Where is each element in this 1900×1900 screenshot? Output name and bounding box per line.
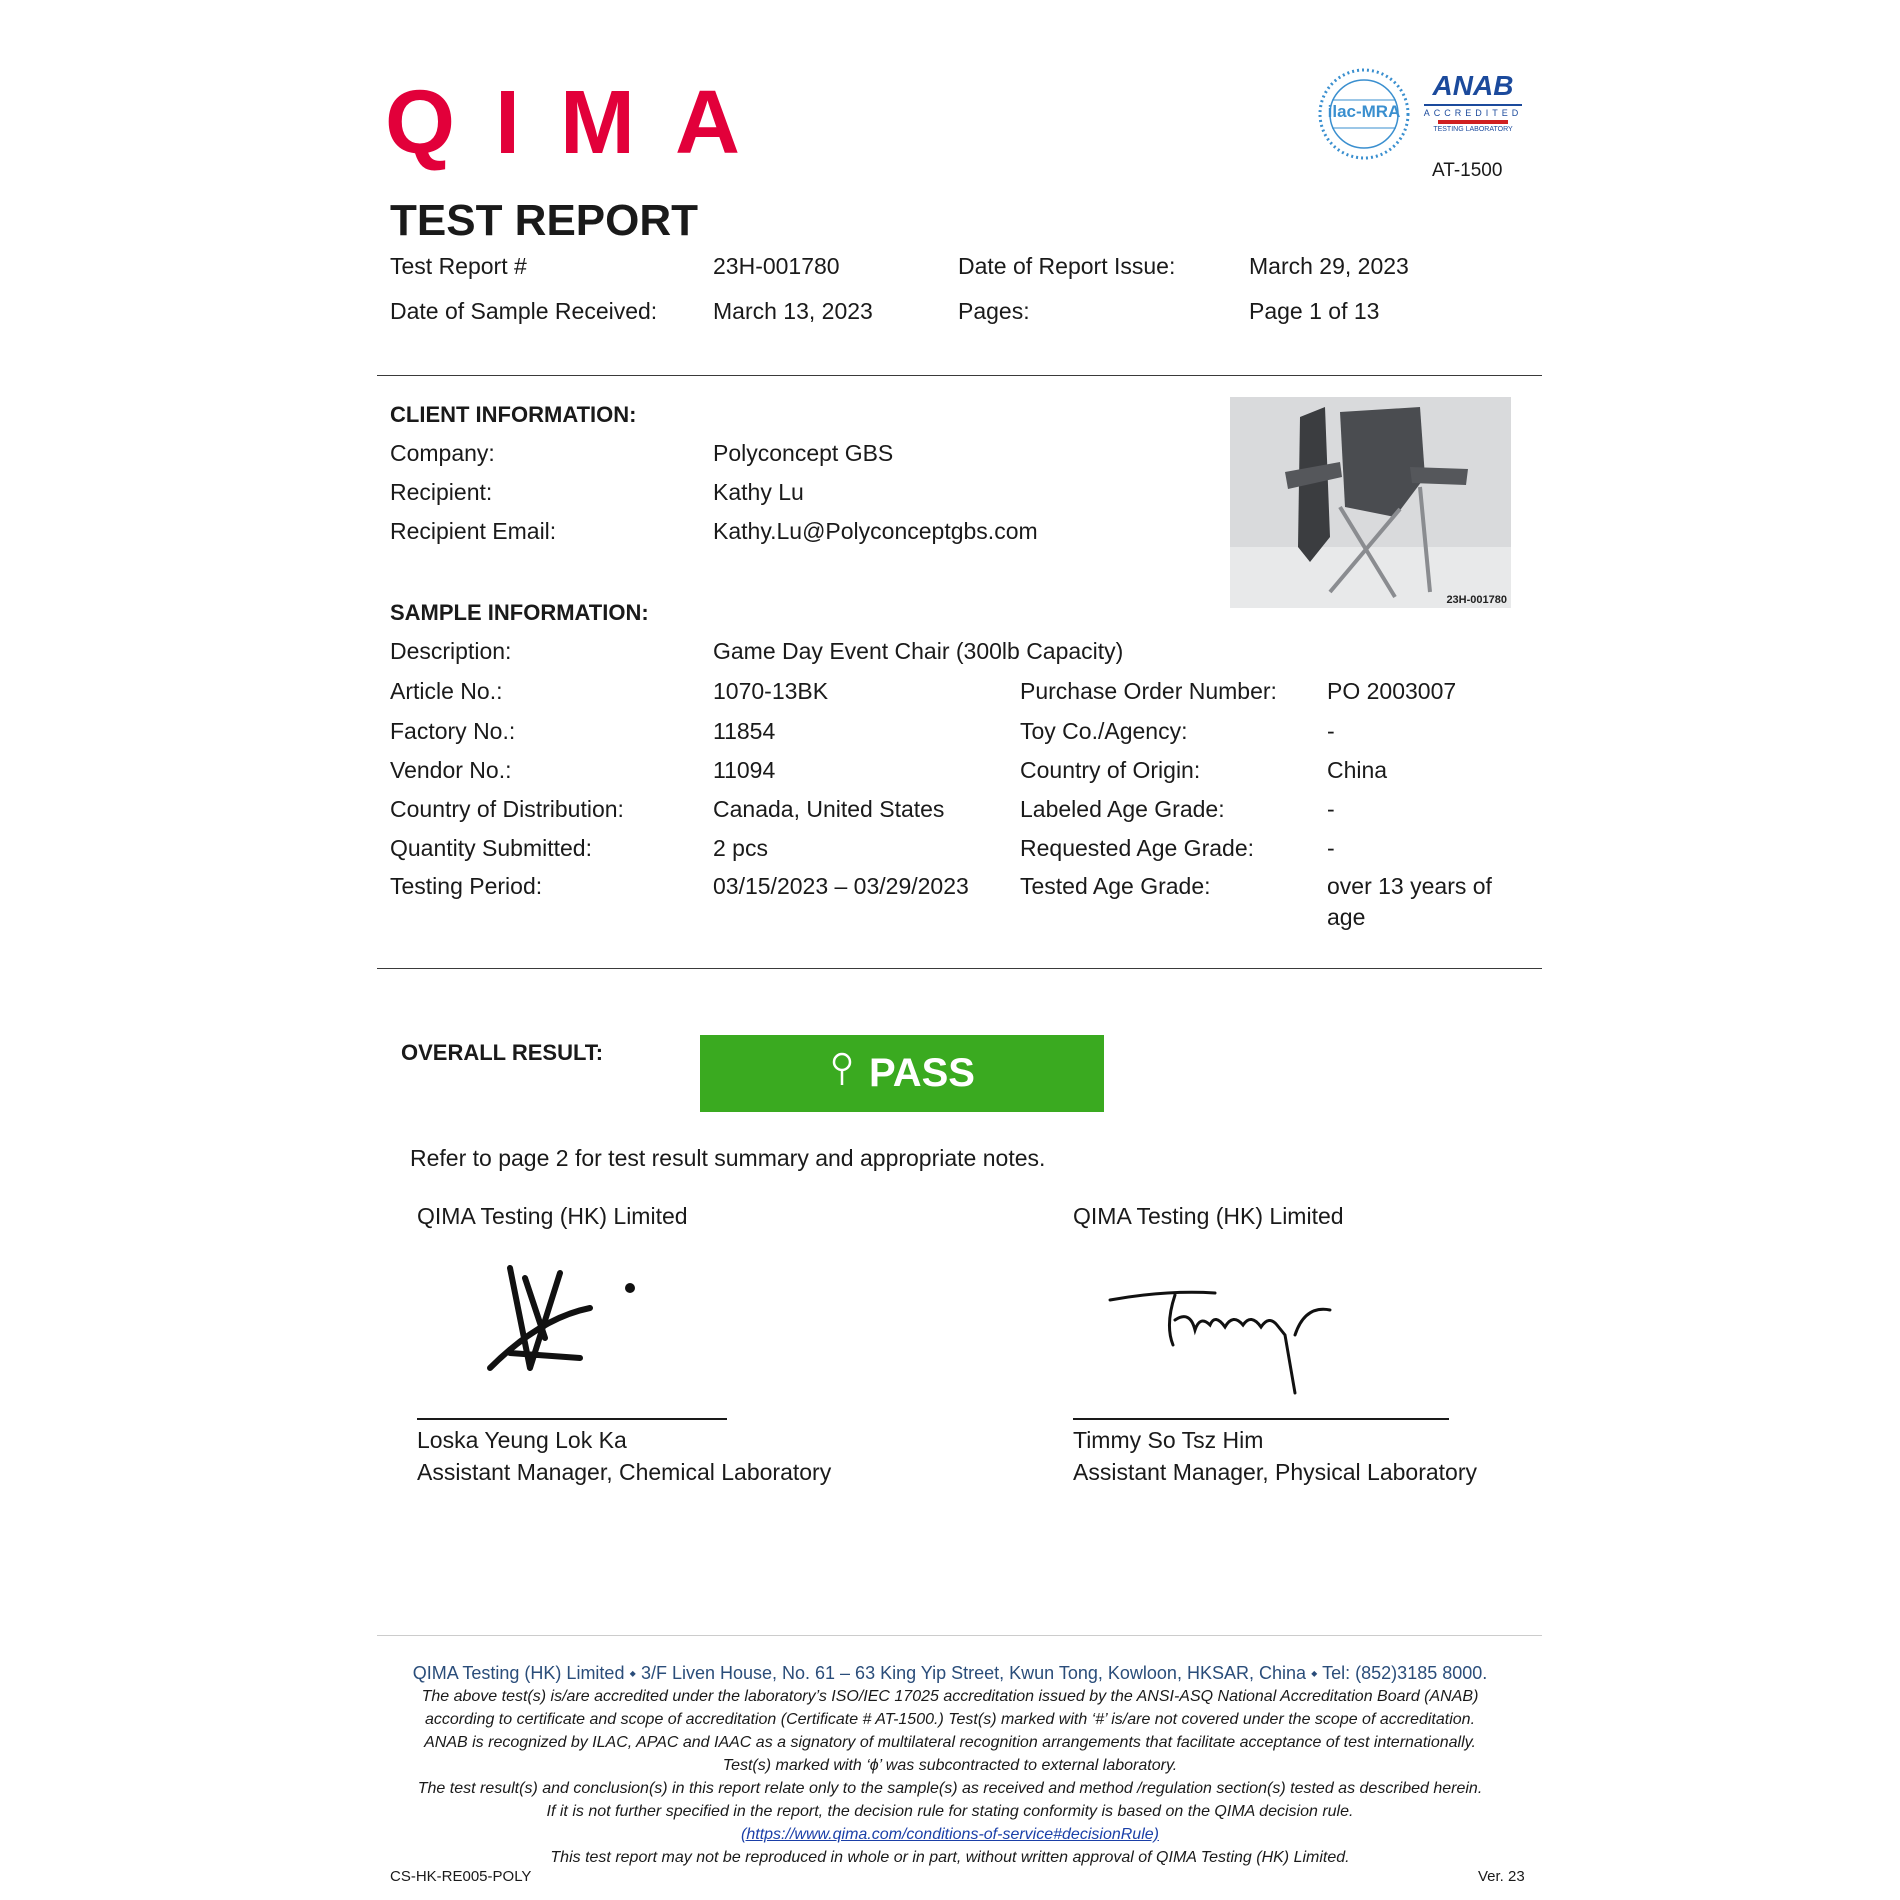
divider — [377, 968, 1542, 969]
sample-value: 11854 — [713, 718, 776, 744]
signature-line — [1073, 1418, 1449, 1420]
footer-line: The test result(s) and conclusion(s) in this report relate only to the sample(s) as received and method /regulation section(s) tested as described herein. — [417, 1780, 1483, 1797]
footer-line: Test(s) marked with ‘ϕ’ was subcontracted to external laboratory. — [722, 1757, 1178, 1774]
sample-value: 1070-13BK — [713, 678, 829, 704]
sample-label: Purchase Order Number: — [1020, 678, 1277, 704]
footer-address: QIMA Testing (HK) Limited ⬩ 3/F Liven House, No. 61 – 63 King Yip Street, Kwun Tong, Kowloon, HKSAR, China ⬩ Tel: (852)3185 8000. — [412, 1663, 1488, 1683]
pages-label: Pages: — [958, 298, 1030, 324]
decision-rule-link[interactable]: (https://www.qima.com/conditions-of-service#decisionRule) — [741, 1826, 1159, 1843]
signature-loska — [470, 1258, 640, 1403]
pass-text: PASS — [869, 1051, 975, 1095]
sample-value: - — [1327, 835, 1335, 861]
sample-label: Country of Distribution: — [390, 796, 624, 822]
sample-heading: SAMPLE INFORMATION: — [390, 600, 649, 625]
report-no-value: 23H-001780 — [713, 253, 840, 279]
sample-label: Testing Period: — [390, 873, 543, 899]
client-value: Kathy Lu — [713, 479, 804, 505]
sample-label: Toy Co./Agency: — [1020, 718, 1188, 744]
anab-lab: TESTING LABORATORY — [1433, 126, 1513, 133]
sample-value: PO 2003007 — [1327, 678, 1457, 704]
accreditation-number: AT-1500 — [1432, 160, 1503, 181]
footer-line: according to certificate and scope of accreditation (Certificate # AT-1500.) Test(s) marked with ‘#’ is/are not covered under the scope of accreditation. — [424, 1711, 1476, 1728]
sample-label: Country of Origin: — [1020, 757, 1201, 783]
footer-line: This test report may not be reproduced in whole or in part, without written approval of QIMA Testing (HK) Limited. — [550, 1849, 1350, 1866]
sample-label: Factory No.: — [390, 718, 516, 744]
overall-result-label: OVERALL RESULT: — [401, 1040, 604, 1065]
sample-label: Article No.: — [390, 678, 503, 704]
sample-value-cont: age — [1327, 904, 1366, 930]
sample-label: Labeled Age Grade: — [1020, 796, 1225, 822]
signatory-name: Loska Yeung Lok Ka — [417, 1427, 627, 1453]
sample-label: Vendor No.: — [390, 757, 512, 783]
pages-value: Page 1 of 13 — [1249, 298, 1380, 324]
client-value: Polyconcept GBS — [713, 440, 894, 466]
page-title: TEST REPORT — [390, 196, 699, 245]
sample-photo — [1230, 397, 1511, 608]
description-value: Game Day Event Chair (300lb Capacity) — [713, 638, 1124, 664]
sample-value: 03/15/2023 – 03/29/2023 — [713, 873, 969, 899]
sample-value: 2 pcs — [713, 835, 768, 861]
result-note: Refer to page 2 for test result summary and appropriate notes. — [410, 1145, 1046, 1171]
sample-value: 11094 — [713, 757, 776, 783]
photo-caption: 23H-001780 — [1446, 594, 1507, 606]
sample-value: China — [1327, 757, 1388, 783]
footer-line: ANAB is recognized by ILAC, APAC and IAAC as a signatory of multilateral recognition arrangements that facilitate acceptance of test internationally. — [424, 1734, 1476, 1751]
signatory-title: Assistant Manager, Physical Laboratory — [1073, 1459, 1477, 1485]
issue-date-label: Date of Report Issue: — [958, 253, 1176, 279]
footer-divider — [377, 1635, 1542, 1636]
version: Ver. 23 — [1478, 1868, 1525, 1885]
anab-text: ANAB — [1432, 70, 1514, 101]
client-label: Recipient Email: — [390, 518, 557, 544]
qima-logo: QIMA — [385, 73, 780, 173]
divider — [377, 375, 1542, 376]
signature-timmy — [1105, 1275, 1385, 1410]
client-email: Kathy.Lu@Polyconceptgbs.com — [713, 518, 1038, 544]
received-date-value: March 13, 2023 — [713, 298, 873, 324]
description-label: Description: — [390, 638, 512, 664]
anab-logo — [1418, 70, 1528, 133]
sample-value: - — [1327, 718, 1335, 744]
sample-value: over 13 years of — [1327, 873, 1492, 899]
footer-line: The above test(s) is/are accredited under the laboratory’s ISO/IEC 17025 accreditation issued by the ANSI-ASQ National Accreditation Board (ANAB) — [421, 1688, 1479, 1705]
ilac-mra-logo — [1318, 68, 1410, 160]
anab-accredited: ACCREDITED — [1423, 108, 1523, 118]
ilac-mra-text: ilac-MRA — [1327, 102, 1401, 121]
signatory-title: Assistant Manager, Chemical Laboratory — [417, 1459, 832, 1485]
pass-badge — [700, 1035, 1104, 1112]
signatory-name: Timmy So Tsz Him — [1073, 1427, 1264, 1453]
client-label: Company: — [390, 440, 495, 466]
footer-line: If it is not further specified in the report, the decision rule for stating conformity is based on the QIMA decision rule. — [546, 1803, 1354, 1820]
report-no-label: Test Report # — [390, 253, 527, 279]
signature-line — [417, 1418, 727, 1420]
sample-label: Quantity Submitted: — [390, 835, 592, 861]
client-heading: CLIENT INFORMATION: — [390, 402, 637, 427]
received-date-label: Date of Sample Received: — [390, 298, 658, 324]
sample-label: Requested Age Grade: — [1020, 835, 1254, 861]
sample-value: Canada, United States — [713, 796, 945, 822]
signatory-company: QIMA Testing (HK) Limited — [417, 1203, 688, 1229]
signatory-company: QIMA Testing (HK) Limited — [1073, 1203, 1344, 1229]
document-code: CS-HK-RE005-POLY — [390, 1868, 532, 1885]
sample-value: - — [1327, 796, 1335, 822]
client-label: Recipient: — [390, 479, 493, 505]
pass-icon — [829, 1051, 855, 1096]
issue-date-value: March 29, 2023 — [1249, 253, 1409, 279]
sample-label: Tested Age Grade: — [1020, 873, 1211, 899]
